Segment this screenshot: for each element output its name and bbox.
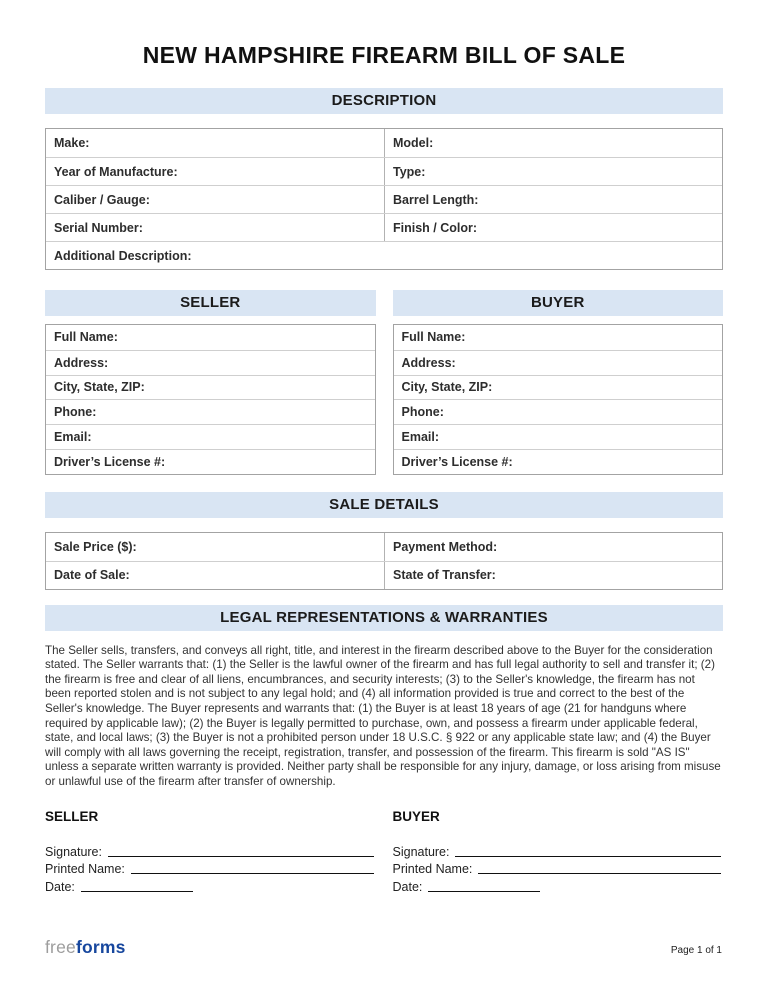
section-header-legal: LEGAL REPRESENTATIONS & WARRANTIES [45,605,723,631]
field-label: Driver’s License #: [54,454,166,469]
table-row [46,399,375,424]
table-row [394,449,723,474]
field-label: Sale Price ($): [54,539,137,554]
field-label: Full Name: [401,330,466,345]
date-row [393,876,724,894]
field-label: Caliber / Gauge: [54,192,150,207]
table-row [394,350,723,375]
printed-name-line [478,873,721,874]
field-serial-number [46,214,384,241]
description-table [45,128,723,270]
seller-table [45,324,376,475]
printed-name-row [45,859,376,877]
seller-signature-heading: SELLER [45,809,99,825]
signature-label: Signature: [392,844,450,859]
section-header-seller: SELLER [45,290,376,316]
signature-label: Signature: [45,844,102,859]
signature-line [108,856,374,857]
date-line [81,891,193,892]
field-label: State of Transfer: [393,568,496,583]
table-row [394,399,723,424]
field-label: Phone: [401,405,444,420]
table-row [46,424,375,449]
field-label: Type: [393,164,426,179]
field-label: Payment Method: [393,539,498,554]
table-row [394,375,723,400]
field-type [384,158,722,185]
seller-column [45,290,376,475]
date-line [428,891,540,892]
sale-details-table [45,532,723,590]
section-header-sale-details: SALE DETAILS [45,492,723,518]
field-label: Email: [401,430,440,445]
field-label: Email: [54,430,92,445]
field-additional-description [46,242,722,269]
table-row [394,424,723,449]
logo-text-free: free [45,937,76,957]
table-row [46,213,722,241]
buyer-signature-heading: BUYER [392,809,440,825]
table-row [46,157,722,185]
field-label: Model: [393,136,434,150]
field-label: Phone: [54,405,97,420]
table-row [46,561,722,589]
field-label: Additional Description: [54,248,192,263]
freeforms-logo [45,937,126,958]
table-row [394,325,723,350]
buyer-table [393,324,724,475]
printed-name-line [131,873,374,874]
table-row [46,449,375,474]
field-year-of-manufacture [46,158,384,185]
section-header-description: DESCRIPTION [45,88,723,114]
field-sale-price [46,533,384,561]
field-make [46,129,384,157]
field-label: Address: [54,355,109,370]
table-row [46,185,722,213]
field-label: Driver’s License #: [401,454,513,469]
date-row [45,876,376,894]
signature-row [45,841,376,859]
table-row [46,350,375,375]
date-label: Date: [45,879,75,894]
signature-section [45,809,723,894]
field-label: City, State, ZIP: [54,380,145,395]
page-footer [45,937,722,958]
page-number: Page 1 of 1 [670,945,722,956]
field-label: Full Name: [54,330,118,345]
field-finish-color [384,214,722,241]
field-model [384,129,722,157]
buyer-signature-block [393,809,724,894]
table-row [46,375,375,400]
table-row [46,533,722,561]
legal-paragraph: The Seller sells, transfers, and conveys all right, title, and interest in the firearm described above to the Buyer for the consideration stated. The Seller warrants that: (1) the Seller is the lawful owner of the firearm and has full legal authority to sell and transfer it; (2) the firearm is free and clear of all liens, encumbrances, and security interests; (3) to the Seller's knowledge, the firearm has not been reported stolen and is not subject to any legal hold; and (4) all information provided is true and correct to the best of the Seller's knowledge. The Buyer represents and warrants that: (1) the Buyer is at least 18 years of age (21 for handguns where required by applicable law); (2) the Buyer is legally permitted to purchase, own, and possess a firearm under applicable federal, state, and local laws; (3) the Buyer is not a prohibited person under 18 U.S.C. § 922 or any applicable state law; and (4) the Buyer will comply with all laws governing the receipt, registration, transfer, and possession of the firearm. This firearm is sold "AS IS" unless a separate written warranty is provided. Neither party shall be responsible for any injury, damage, or loss arising from misuse or unlawful use of the firearm after transfer of ownership. [45,643,721,788]
table-row [46,129,722,157]
logo-text-forms: forms [75,937,126,957]
printed-name-label: Printed Name: [392,862,473,877]
field-label: City, State, ZIP: [401,380,493,395]
field-label: Date of Sale: [54,568,130,583]
section-header-buyer: BUYER [393,290,724,316]
signature-line [455,856,721,857]
printed-name-label: Printed Name: [45,862,125,877]
field-label: Barrel Length: [393,192,479,207]
table-row [46,241,722,269]
page-title: NEW HAMPSHIRE FIREARM BILL OF SALE [142,42,626,68]
table-row [46,325,375,350]
field-label: Address: [401,355,456,370]
field-payment-method [384,533,722,561]
date-label: Date: [392,879,423,894]
field-label: Make: [54,136,90,150]
signature-row [393,841,724,859]
parties-section [45,290,723,475]
buyer-column [393,290,724,475]
seller-signature-block [45,809,376,894]
field-date-of-sale [46,562,384,589]
field-label: Year of Manufacture: [54,164,178,179]
field-state-of-transfer [384,562,722,589]
field-label: Serial Number: [54,220,143,235]
field-caliber-gauge [46,186,384,213]
field-barrel-length [384,186,722,213]
field-label: Finish / Color: [393,220,478,235]
printed-name-row [393,859,724,877]
